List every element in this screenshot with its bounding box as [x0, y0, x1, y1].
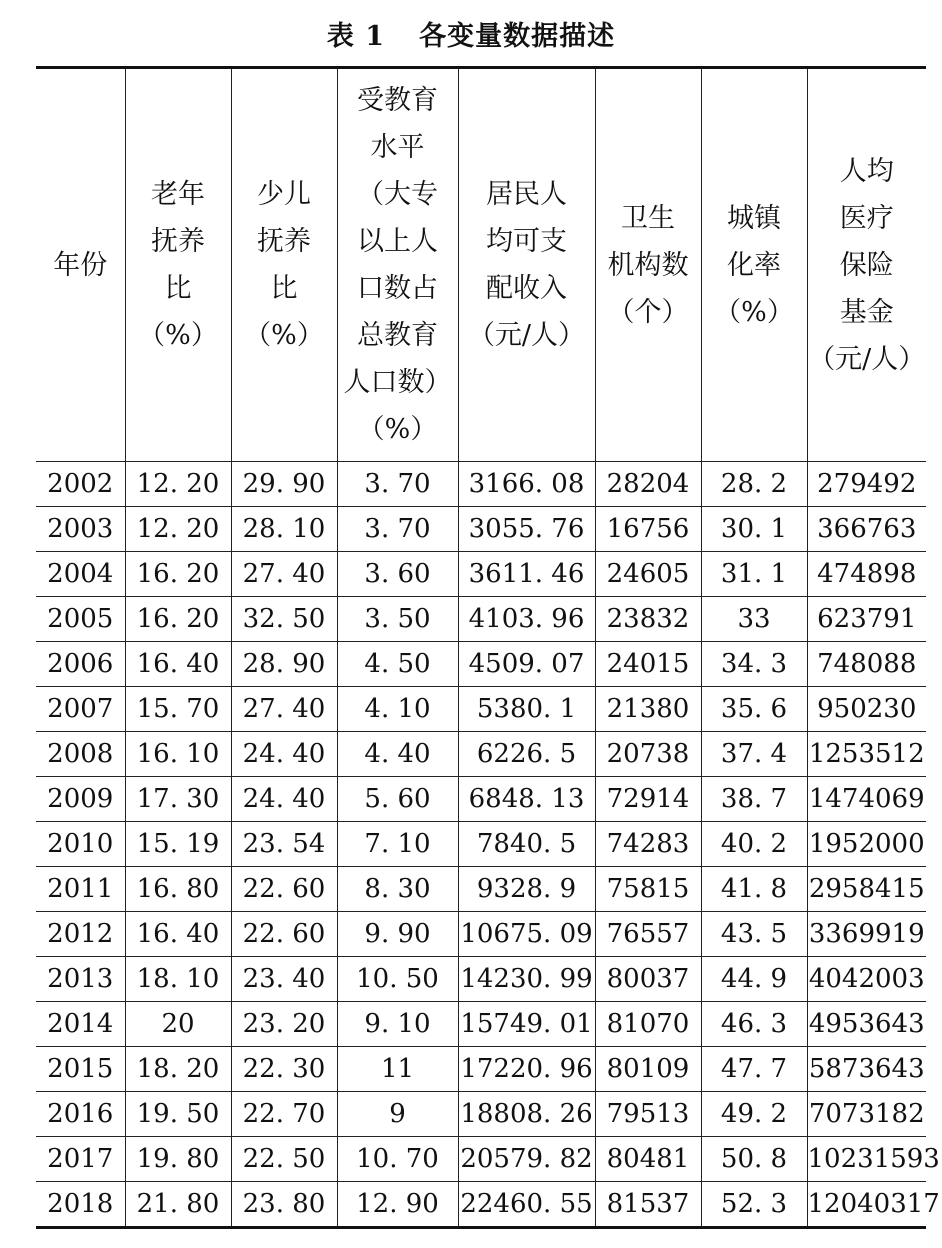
elderly-ratio-cell: 16. 20 [125, 552, 231, 597]
elderly-ratio-cell: 20 [125, 1002, 231, 1047]
table-row [36, 957, 926, 1002]
table-row [36, 1092, 926, 1137]
year-cell: 2003 [36, 507, 125, 552]
institutions-cell: 28204 [595, 462, 701, 507]
education-cell: 9 [337, 1092, 458, 1137]
elderly-ratio-cell: 16. 40 [125, 642, 231, 687]
income-cell: 10675. 09 [458, 912, 595, 957]
child-ratio-cell: 22. 50 [231, 1137, 337, 1182]
header-row [36, 68, 926, 462]
year-cell: 2007 [36, 687, 125, 732]
elderly-ratio-cell: 21. 80 [125, 1182, 231, 1228]
urbanization-cell: 52. 3 [701, 1182, 807, 1228]
insurance-fund-cell: 2958415 [807, 867, 926, 912]
insurance-fund-cell: 12040317 [807, 1182, 926, 1228]
year-cell: 2014 [36, 1002, 125, 1047]
education-cell: 5. 60 [337, 777, 458, 822]
institutions-cell: 21380 [595, 687, 701, 732]
income-cell: 17220. 96 [458, 1047, 595, 1092]
education-cell: 9. 90 [337, 912, 458, 957]
insurance-fund-cell: 474898 [807, 552, 926, 597]
table-title: 各变量数据描述 [419, 21, 616, 52]
insurance-fund-cell: 623791 [807, 597, 926, 642]
insurance-fund-cell: 279492 [807, 462, 926, 507]
year-cell: 2015 [36, 1047, 125, 1092]
header-medical-insurance-fund: 人均 医疗 保险 基金 （元/人） [807, 68, 926, 462]
income-cell: 7840. 5 [458, 822, 595, 867]
child-ratio-cell: 23. 40 [231, 957, 337, 1002]
table-row [36, 822, 926, 867]
income-cell: 6848. 13 [458, 777, 595, 822]
insurance-fund-cell: 1952000 [807, 822, 926, 867]
table-number: 表 1 [326, 21, 386, 52]
year-cell: 2012 [36, 912, 125, 957]
education-cell: 11 [337, 1047, 458, 1092]
elderly-ratio-cell: 17. 30 [125, 777, 231, 822]
insurance-fund-cell: 1253512 [807, 732, 926, 777]
urbanization-cell: 43. 5 [701, 912, 807, 957]
income-cell: 5380. 1 [458, 687, 595, 732]
urbanization-cell: 44. 9 [701, 957, 807, 1002]
education-cell: 3. 60 [337, 552, 458, 597]
urbanization-cell: 33 [701, 597, 807, 642]
insurance-fund-cell: 3369919 [807, 912, 926, 957]
institutions-cell: 24605 [595, 552, 701, 597]
header-education-level: 受教育 水平 （大专 以上人 口数占 总教育 人口数） （%） [337, 68, 458, 462]
institutions-cell: 81537 [595, 1182, 701, 1228]
elderly-ratio-cell: 18. 20 [125, 1047, 231, 1092]
table-row [36, 732, 926, 777]
header-disposable-income: 居民人 均可支 配收入 （元/人） [458, 68, 595, 462]
institutions-cell: 80109 [595, 1047, 701, 1092]
education-cell: 3. 70 [337, 462, 458, 507]
institutions-cell: 23832 [595, 597, 701, 642]
child-ratio-cell: 24. 40 [231, 777, 337, 822]
institutions-cell: 80037 [595, 957, 701, 1002]
elderly-ratio-cell: 19. 80 [125, 1137, 231, 1182]
child-ratio-cell: 32. 50 [231, 597, 337, 642]
insurance-fund-cell: 950230 [807, 687, 926, 732]
elderly-ratio-cell: 15. 70 [125, 687, 231, 732]
education-cell: 4. 50 [337, 642, 458, 687]
income-cell: 3611. 46 [458, 552, 595, 597]
education-cell: 3. 70 [337, 507, 458, 552]
child-ratio-cell: 28. 10 [231, 507, 337, 552]
elderly-ratio-cell: 16. 80 [125, 867, 231, 912]
table-row [36, 687, 926, 732]
elderly-ratio-cell: 18. 10 [125, 957, 231, 1002]
elderly-ratio-cell: 15. 19 [125, 822, 231, 867]
institutions-cell: 81070 [595, 1002, 701, 1047]
table-header [36, 68, 926, 462]
education-cell: 4. 40 [337, 732, 458, 777]
urbanization-cell: 30. 1 [701, 507, 807, 552]
urbanization-cell: 47. 7 [701, 1047, 807, 1092]
header-urbanization-rate: 城镇 化率 （%） [701, 68, 807, 462]
income-cell: 3055. 76 [458, 507, 595, 552]
child-ratio-cell: 27. 40 [231, 687, 337, 732]
year-cell: 2002 [36, 462, 125, 507]
child-ratio-cell: 22. 60 [231, 867, 337, 912]
education-cell: 12. 90 [337, 1182, 458, 1228]
table-row [36, 642, 926, 687]
insurance-fund-cell: 5873643 [807, 1047, 926, 1092]
insurance-fund-cell: 7073182 [807, 1092, 926, 1137]
urbanization-cell: 31. 1 [701, 552, 807, 597]
elderly-ratio-cell: 16. 10 [125, 732, 231, 777]
table-row [36, 597, 926, 642]
table-body [36, 462, 940, 1228]
income-cell: 22460. 55 [458, 1182, 595, 1228]
table-row [36, 867, 926, 912]
income-cell: 3166. 08 [458, 462, 595, 507]
urbanization-cell: 34. 3 [701, 642, 807, 687]
header-child-dependency-ratio: 少儿 抚养 比 （%） [231, 68, 337, 462]
year-cell: 2013 [36, 957, 125, 1002]
institutions-cell: 75815 [595, 867, 701, 912]
child-ratio-cell: 22. 30 [231, 1047, 337, 1092]
header-elderly-dependency-ratio: 老年 抚养 比 （%） [125, 68, 231, 462]
elderly-ratio-cell: 12. 20 [125, 507, 231, 552]
institutions-cell: 20738 [595, 732, 701, 777]
urbanization-cell: 37. 4 [701, 732, 807, 777]
urbanization-cell: 38. 7 [701, 777, 807, 822]
education-cell: 3. 50 [337, 597, 458, 642]
institutions-cell: 16756 [595, 507, 701, 552]
table-row [36, 462, 926, 507]
table-row [36, 777, 926, 822]
income-cell: 9328. 9 [458, 867, 595, 912]
data-table [36, 66, 940, 1229]
header-health-institutions: 卫生 机构数 （个） [595, 68, 701, 462]
year-cell: 2005 [36, 597, 125, 642]
child-ratio-cell: 24. 40 [231, 732, 337, 777]
income-cell: 20579. 82 [458, 1137, 595, 1182]
income-cell: 6226. 5 [458, 732, 595, 777]
child-ratio-cell: 23. 80 [231, 1182, 337, 1228]
year-cell: 2006 [36, 642, 125, 687]
education-cell: 8. 30 [337, 867, 458, 912]
education-cell: 10. 70 [337, 1137, 458, 1182]
education-cell: 10. 50 [337, 957, 458, 1002]
education-cell: 7. 10 [337, 822, 458, 867]
institutions-cell: 76557 [595, 912, 701, 957]
urbanization-cell: 28. 2 [701, 462, 807, 507]
table-row [36, 552, 926, 597]
urbanization-cell: 35. 6 [701, 687, 807, 732]
year-cell: 2017 [36, 1137, 125, 1182]
child-ratio-cell: 23. 20 [231, 1002, 337, 1047]
year-cell: 2004 [36, 552, 125, 597]
institutions-cell: 80481 [595, 1137, 701, 1182]
table-row [36, 1002, 926, 1047]
elderly-ratio-cell: 12. 20 [125, 462, 231, 507]
institutions-cell: 24015 [595, 642, 701, 687]
table-caption [0, 14, 942, 53]
table-row [36, 912, 926, 957]
income-cell: 15749. 01 [458, 1002, 595, 1047]
insurance-fund-cell: 10231593 [807, 1137, 926, 1182]
urbanization-cell: 50. 8 [701, 1137, 807, 1182]
insurance-fund-cell: 366763 [807, 507, 926, 552]
insurance-fund-cell: 1474069 [807, 777, 926, 822]
insurance-fund-cell: 4953643 [807, 1002, 926, 1047]
child-ratio-cell: 29. 90 [231, 462, 337, 507]
table-row [36, 1137, 926, 1182]
urbanization-cell: 40. 2 [701, 822, 807, 867]
income-cell: 14230. 99 [458, 957, 595, 1002]
elderly-ratio-cell: 16. 40 [125, 912, 231, 957]
income-cell: 4103. 96 [458, 597, 595, 642]
education-cell: 9. 10 [337, 1002, 458, 1047]
year-cell: 2009 [36, 777, 125, 822]
income-cell: 18808. 26 [458, 1092, 595, 1137]
child-ratio-cell: 27. 40 [231, 552, 337, 597]
year-cell: 2008 [36, 732, 125, 777]
child-ratio-cell: 22. 70 [231, 1092, 337, 1137]
urbanization-cell: 49. 2 [701, 1092, 807, 1137]
elderly-ratio-cell: 19. 50 [125, 1092, 231, 1137]
institutions-cell: 79513 [595, 1092, 701, 1137]
elderly-ratio-cell: 16. 20 [125, 597, 231, 642]
institutions-cell: 74283 [595, 822, 701, 867]
child-ratio-cell: 23. 54 [231, 822, 337, 867]
year-cell: 2010 [36, 822, 125, 867]
table-row [36, 1047, 926, 1092]
insurance-fund-cell: 4042003 [807, 957, 926, 1002]
child-ratio-cell: 22. 60 [231, 912, 337, 957]
education-cell: 4. 10 [337, 687, 458, 732]
insurance-fund-cell: 748088 [807, 642, 926, 687]
table-row [36, 1182, 926, 1228]
urbanization-cell: 41. 8 [701, 867, 807, 912]
year-cell: 2018 [47, 1189, 114, 1219]
income-cell: 4509. 07 [458, 642, 595, 687]
institutions-cell: 72914 [595, 777, 701, 822]
year-cell: 2011 [36, 867, 125, 912]
child-ratio-cell: 28. 90 [231, 642, 337, 687]
table-row [36, 507, 926, 552]
header-year: 年份 [36, 68, 125, 462]
year-cell: 2016 [36, 1092, 125, 1137]
urbanization-cell: 46. 3 [701, 1002, 807, 1047]
